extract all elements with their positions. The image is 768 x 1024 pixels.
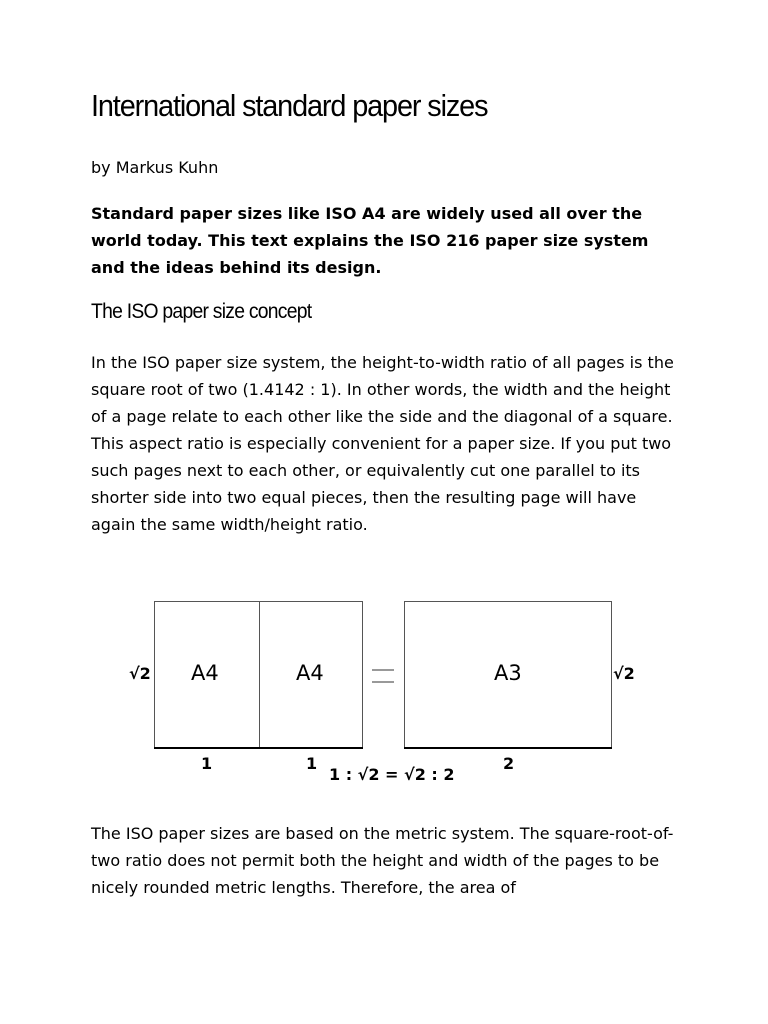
section-heading: The ISO paper size concept: [91, 300, 312, 323]
a4-right-width-label: 1: [306, 754, 318, 773]
intro-paragraph: Standard paper sizes like ISO A4 are widely used all over the world today. This text explains the ISO 216 paper size system and the ideas behind its design.: [91, 204, 649, 277]
a4-pair-baseline: [154, 747, 363, 749]
a3-width-label: 2: [503, 754, 515, 773]
author-byline: by Markus Kuhn: [91, 158, 219, 177]
a3-sheet: [404, 601, 612, 748]
body-paragraph-2: The ISO paper sizes are based on the metric system. The square-root-of-two ratio does not permit both the height and width of the pages to be nicely rounded metric lengths. Therefore, the area of: [91, 824, 674, 897]
page-title: International standard paper sizes: [91, 88, 488, 123]
ratio-formula: 1 : √2 = √2 : 2: [329, 765, 455, 784]
left-height-label: √2: [129, 664, 151, 683]
a3-baseline: [404, 747, 612, 749]
a3-label: A3: [494, 661, 522, 685]
a4-sheet-left: [154, 601, 260, 748]
body-paragraph-1: In the ISO paper size system, the height-to-width ratio of all pages is the square root of two (1.4142 : 1). In other words, the width and the height of a page relate to each other like the side and the diagonal of a square. This aspect ratio is especially convenient for a paper size. If you put two such pages next to each other, or equivalently cut one parallel to its shorter side into two equal pieces, then the resulting page will have again the same width/height ratio.: [91, 353, 674, 534]
a4-left-width-label: 1: [201, 754, 213, 773]
a4-left-label: A4: [191, 661, 219, 685]
equals-sign: [372, 669, 394, 683]
right-height-label: √2: [613, 664, 635, 683]
a4-right-label: A4: [296, 661, 324, 685]
a4-sheet-right: [259, 601, 363, 748]
